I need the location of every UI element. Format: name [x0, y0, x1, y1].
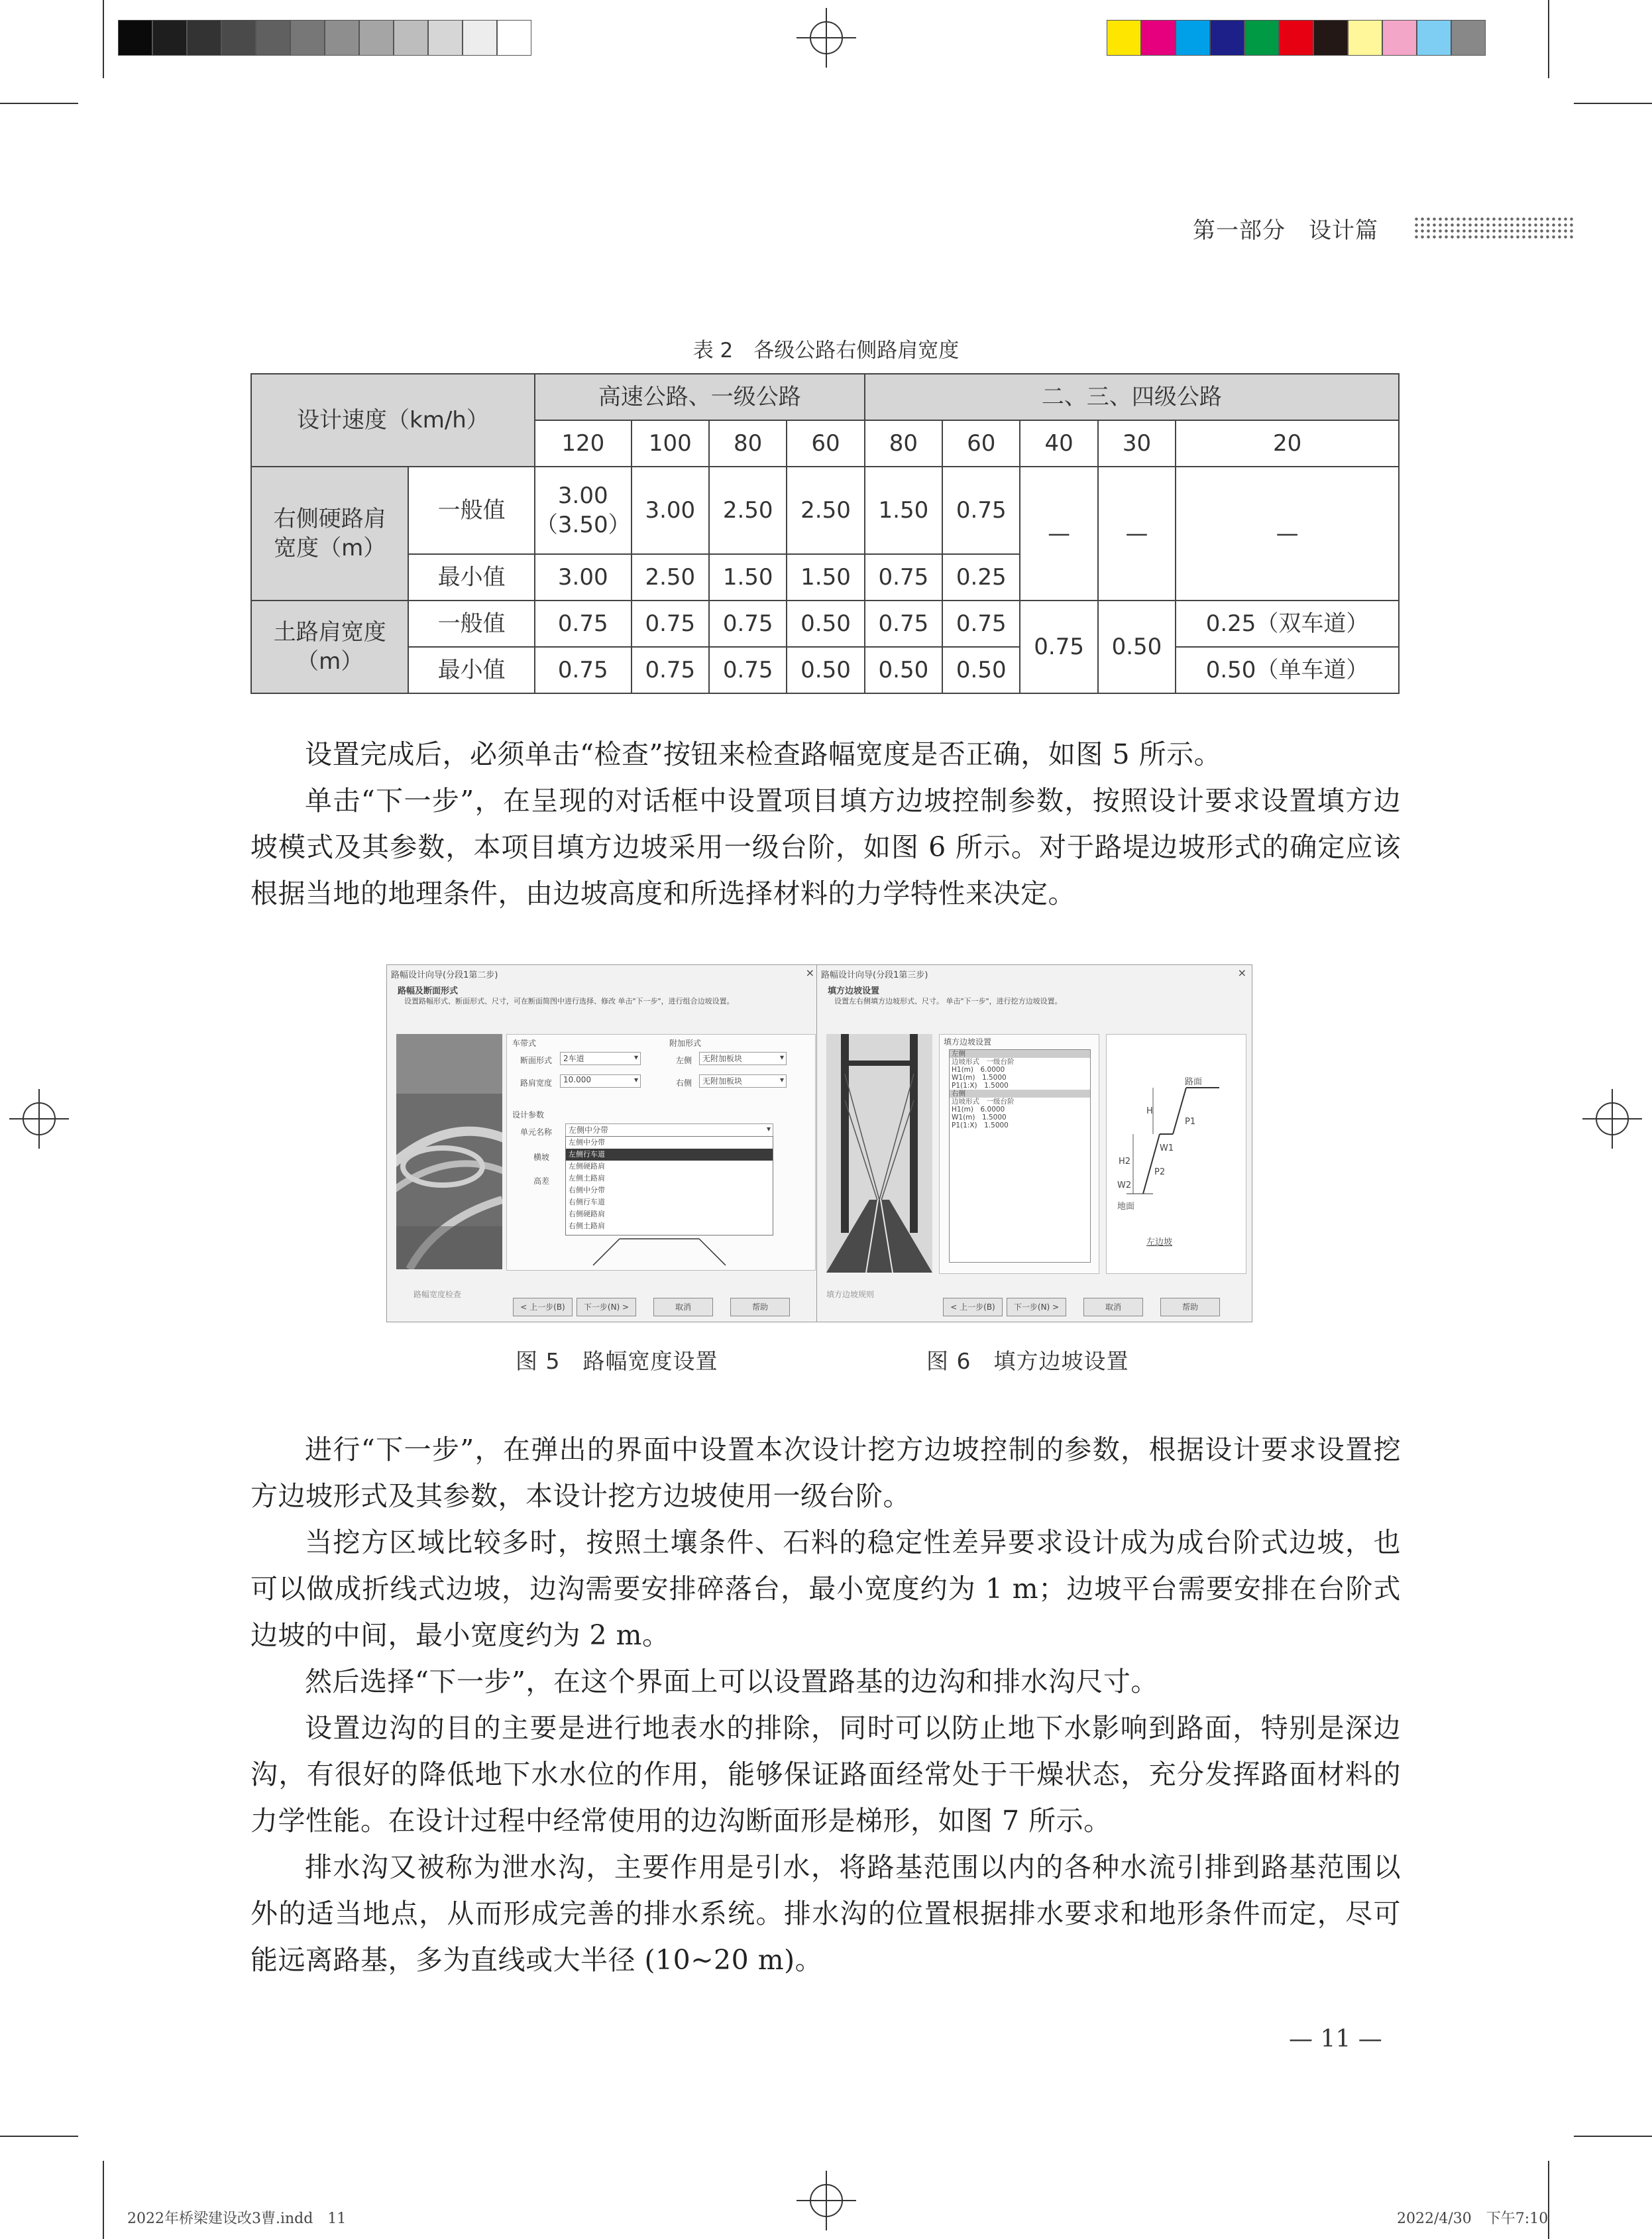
dialog-title: 路幅设计向导(分段1第二步)	[391, 970, 498, 980]
value-cell: 0.25	[942, 554, 1020, 601]
paragraph: 然后选择“下一步”，在这个界面上可以设置路基的边沟和排水沟尺寸。	[305, 1666, 1158, 1697]
next-button[interactable]: 下一步(N) >	[1007, 1298, 1066, 1316]
group-label: 填方边坡设置	[944, 1037, 992, 1047]
design-label: 路肩宽度	[520, 1078, 553, 1088]
list-item[interactable]: 边坡形式 一级台阶	[952, 1058, 1015, 1066]
speed-cell: 20	[1176, 420, 1399, 467]
color-swatch	[325, 20, 359, 56]
next-button[interactable]: 下一步(N) >	[577, 1298, 636, 1316]
list-item[interactable]: H1(m) 6.0000	[952, 1106, 1005, 1114]
form-panel	[506, 1034, 816, 1271]
group-header-lower: 二、三、四级公路	[865, 374, 1399, 420]
color-swatch	[152, 20, 187, 56]
hard-shoulder-label-text: 右侧硬路肩宽度（m）	[273, 505, 386, 561]
hard-shoulder-label	[251, 467, 408, 601]
color-swatch	[1417, 20, 1451, 56]
value-cell: 3.00	[535, 554, 632, 601]
fill-slope-list[interactable]	[949, 1049, 1091, 1263]
crop-mark	[1548, 2161, 1549, 2239]
paragraph: 设置边沟的目的主要是进行地表水的排除，同时可以防止地下水影响到路面，特别是深边沟，有很好的降低地下水水位的作用，能够保证路面经常处于干燥状态，充分发挥路面材料的力学性能。在设计过程中经常使用的边沟断面形是梯形，如图 7 所示。	[250, 1712, 1401, 1837]
list-item[interactable]: 右侧中分带	[569, 1186, 605, 1194]
value-cell: 3.00	[632, 467, 709, 554]
diagram-label: 左边坡	[1146, 1237, 1173, 1247]
color-swatch	[290, 20, 325, 56]
group-label: 车带式	[512, 1039, 537, 1048]
value-cell: 0.75	[632, 601, 709, 647]
value-text: （3.50）	[535, 512, 631, 538]
speed-cell: 60	[942, 420, 1020, 467]
soil-shoulder-label	[251, 601, 408, 693]
general-label: 一般值	[408, 467, 535, 554]
list-item[interactable]: 左侧行车道	[566, 1149, 773, 1161]
list-item[interactable]: 右侧硬路肩	[569, 1210, 605, 1218]
footer-date: 2022/4/30 下午7:10	[1397, 2210, 1549, 2227]
diagram-label: P2	[1154, 1167, 1166, 1177]
registration-mark-bottom	[797, 2171, 856, 2230]
color-swatch	[428, 20, 463, 56]
value-cell: —	[1020, 467, 1097, 601]
value-cell: 0.50	[787, 601, 864, 647]
header-dot-pattern	[1413, 216, 1574, 239]
color-swatch	[1279, 20, 1313, 56]
figure-6-caption: 图 6 填方边坡设置	[926, 1348, 1129, 1374]
section-label: 断面形式	[520, 1056, 553, 1065]
running-header: 第一部分 设计篇	[1193, 217, 1378, 244]
speed-cell: 60	[787, 420, 864, 467]
speed-cell: 40	[1020, 420, 1097, 467]
group-label: 设计参数	[512, 1110, 545, 1120]
dialog-subtitle: 路幅及断面形式	[398, 986, 459, 996]
value-cell: —	[1176, 467, 1399, 601]
general-label: 一般值	[408, 601, 535, 647]
color-swatch	[1210, 20, 1244, 56]
minimum-label: 最小值	[408, 647, 535, 693]
value-cell: 0.75	[709, 647, 787, 693]
speed-cell: 30	[1098, 420, 1176, 467]
speed-cell: 80	[709, 420, 787, 467]
figure-5-caption: 图 5 路幅宽度设置	[516, 1348, 718, 1374]
color-swatch	[1348, 20, 1382, 56]
chevron-down-icon: ▾	[633, 1053, 638, 1062]
color-swatch	[1244, 20, 1279, 56]
soil-shoulder-label-text: 土路肩宽度（m）	[273, 618, 386, 675]
design-select[interactable]	[560, 1074, 641, 1088]
value-cell: 0.75	[535, 601, 632, 647]
left-label: 左侧	[676, 1056, 692, 1065]
color-swatch	[1451, 20, 1486, 56]
shoulder-width-table	[250, 373, 1400, 694]
speed-cell: 100	[632, 420, 709, 467]
diagram-label: 地面	[1117, 1202, 1135, 1212]
list-item[interactable]: 边坡形式 一级台阶	[952, 1098, 1015, 1106]
value-cell: 0.75	[632, 647, 709, 693]
dialog-title: 路幅设计向导(分段1第三步)	[821, 970, 928, 980]
value-cell: 1.50	[787, 554, 864, 601]
value-cell: 0.50	[787, 647, 864, 693]
list-item[interactable]: 左侧土路肩	[569, 1174, 605, 1182]
crop-mark	[1574, 2136, 1652, 2137]
value-cell: 2.50	[632, 554, 709, 601]
help-button[interactable]: 帮助	[1160, 1298, 1220, 1316]
value-cell: 0.50	[942, 647, 1020, 693]
diagram-label: 路面	[1185, 1077, 1203, 1087]
value-cell: 0.50	[865, 647, 942, 693]
interchange-photo	[396, 1034, 502, 1269]
value-cell: 0.75	[865, 601, 942, 647]
paragraph: 单击“下一步”，在呈现的对话框中设置项目填方边坡控制参数，按照设计要求设置填方边坡模式及其参数，本项目填方边坡采用一级台阶，如图 6 所示。对于路堤边坡形式的确定应该根据当地的地理条件，由边坡高度和所选择材料的力学特性来决定。	[250, 785, 1401, 909]
color-swatch	[1107, 20, 1141, 56]
color-swatch	[1176, 20, 1210, 56]
paragraph: 排水沟又被称为泄水沟，主要作用是引水，将路基范围以内的各种水流引排到路基范围以外的适当地点，从而形成完善的排水系统。排水沟的位置根据排水要求和地形条件而定，尽可能远离路基，多为直线或大半径 (10~20 m)。	[250, 1851, 1401, 1976]
close-icon[interactable]: ×	[805, 966, 814, 979]
fill-slope-panel	[939, 1034, 1099, 1274]
left-select[interactable]	[699, 1052, 787, 1065]
speed-header: 设计速度（km/h）	[251, 374, 535, 467]
right-select-value: 无附加板块	[702, 1076, 743, 1086]
figure-6-fill-slope-dialog	[816, 964, 1252, 1322]
list-item[interactable]: 左侧中分带	[569, 1138, 605, 1147]
value-cell: 1.50	[865, 467, 942, 554]
value-cell: 2.50	[787, 467, 864, 554]
bridge-photo	[826, 1034, 932, 1273]
right-select[interactable]	[699, 1074, 787, 1088]
color-swatch	[497, 20, 531, 56]
value-cell: 0.25（双车道）	[1176, 601, 1399, 647]
value-cell: 2.50	[709, 467, 787, 554]
list-item[interactable]: 左侧硬路肩	[569, 1162, 605, 1171]
prev-button[interactable]: < 上一步(B)	[513, 1298, 573, 1316]
color-swatch	[187, 20, 221, 56]
dialog-description: 设置路幅形式、断面形式、尺寸，可在断面简图中进行选择、修改 单击"下一步"，进行组合边坡设置。	[404, 997, 734, 1005]
color-swatch	[1141, 20, 1176, 56]
crop-mark	[0, 103, 78, 104]
diagram-label: P1	[1185, 1117, 1196, 1127]
section-select-value: 2车道	[563, 1054, 584, 1063]
value-cell: 1.50	[709, 554, 787, 601]
color-swatch	[256, 20, 290, 56]
diagram-label: W1	[1160, 1143, 1174, 1153]
crop-mark	[103, 2161, 104, 2239]
slope-sketch	[1107, 1035, 1246, 1273]
crop-mark	[103, 0, 104, 78]
color-swatch	[359, 20, 394, 56]
section-sketch	[520, 1234, 805, 1267]
color-swatch	[1382, 20, 1417, 56]
crop-mark	[1574, 103, 1652, 104]
unit-dropdown-list[interactable]	[565, 1136, 773, 1235]
diagram-label: H	[1146, 1106, 1153, 1116]
width-label: 横坡	[533, 1153, 550, 1162]
slope-diagram	[1106, 1034, 1246, 1274]
list-item[interactable]: 左侧	[950, 1050, 1090, 1058]
value-cell: 0.75	[865, 554, 942, 601]
gray-color-bar	[118, 20, 531, 56]
value-cell: 0.50（单车道）	[1176, 647, 1399, 693]
value-cell	[535, 467, 632, 554]
paragraph: 进行“下一步”，在弹出的界面中设置本次设计挖方边坡控制的参数，根据设计要求设置挖方边坡形式及其参数，本设计挖方边坡使用一级台阶。	[250, 1434, 1401, 1512]
list-item[interactable]: H1(m) 6.0000	[952, 1066, 1005, 1074]
registration-mark-right	[1582, 1089, 1642, 1149]
close-icon[interactable]: ×	[1237, 966, 1246, 979]
unit-select[interactable]	[565, 1123, 773, 1137]
process-color-bar	[1107, 20, 1486, 56]
crop-mark	[0, 2136, 78, 2137]
paragraph: 当挖方区域比较多时，按照土壤条件、石料的稳定性差异要求设计成为成台阶式边坡，也可以做成折线式边坡，边沟需要安排碎落台，最小宽度约为 1 m；边坡平台需要安排在台阶式边坡的中间，最小宽度约为 2 m。	[250, 1526, 1401, 1651]
color-swatch	[118, 20, 152, 56]
value-text: 3.00	[557, 482, 608, 509]
speed-cell: 80	[865, 420, 942, 467]
left-select-value: 无附加板块	[702, 1054, 743, 1063]
value-cell: 0.75	[1020, 601, 1097, 693]
value-cell: 0.75	[942, 601, 1020, 647]
diagram-label: H2	[1119, 1157, 1131, 1167]
value-cell: —	[1098, 467, 1176, 601]
page-number: — 11 —	[1289, 2026, 1382, 2053]
color-swatch	[394, 20, 428, 56]
crop-mark	[1548, 0, 1549, 78]
help-button[interactable]: 帮助	[730, 1298, 790, 1316]
status-text: 填方边坡规则	[826, 1290, 875, 1299]
group-label: 附加形式	[669, 1039, 702, 1048]
speed-cell: 120	[535, 420, 632, 467]
value-cell: 0.75	[942, 467, 1020, 554]
list-item[interactable]: 右侧	[950, 1090, 1090, 1098]
group-header-highway: 高速公路、一级公路	[535, 374, 865, 420]
list-item[interactable]: W1(m) 1.5000	[952, 1114, 1007, 1121]
value-cell: 0.75	[535, 647, 632, 693]
color-swatch	[463, 20, 497, 56]
registration-mark-left	[9, 1089, 69, 1149]
value-cell: 0.75	[709, 601, 787, 647]
registration-mark-top	[797, 8, 856, 68]
cancel-button[interactable]: 取消	[653, 1298, 713, 1316]
color-swatch	[1313, 20, 1348, 56]
color-swatch	[221, 20, 256, 56]
list-item[interactable]: W1(m) 1.5000	[952, 1074, 1007, 1082]
status-text: 路幅宽度检查	[413, 1290, 462, 1299]
section-select[interactable]	[560, 1052, 641, 1065]
list-item[interactable]: 右侧行车道	[569, 1198, 605, 1206]
dialog-description: 设置左右侧填方边坡形式、尺寸。 单击"下一步"，进行挖方边坡设置。	[834, 997, 1062, 1005]
unit-select-value: 左侧中分带	[569, 1125, 609, 1135]
chevron-down-icon: ▾	[779, 1075, 784, 1084]
table-caption: 表 2 各级公路右侧路肩宽度	[692, 339, 960, 363]
slope-label: 高差	[533, 1177, 550, 1186]
figure-5-road-width-dialog	[386, 964, 820, 1322]
chevron-down-icon: ▾	[779, 1053, 784, 1062]
value-cell: 0.50	[1098, 601, 1176, 693]
chevron-down-icon: ▾	[633, 1075, 638, 1084]
chevron-down-icon: ▾	[766, 1124, 771, 1133]
unit-label: 单元名称	[520, 1127, 553, 1137]
design-select-value: 10.000	[563, 1075, 591, 1084]
footer-file-info: 2022年桥梁建设改3曹.indd 11	[127, 2210, 347, 2227]
prev-button[interactable]: < 上一步(B)	[943, 1298, 1003, 1316]
cancel-button[interactable]: 取消	[1083, 1298, 1143, 1316]
list-item[interactable]: P1(1:X) 1.5000	[952, 1121, 1009, 1129]
paragraph: 设置完成后，必须单击“检查”按钮来检查路幅宽度是否正确，如图 5 所示。	[305, 738, 1222, 770]
minimum-label: 最小值	[408, 554, 535, 601]
dialog-subtitle: 填方边坡设置	[828, 986, 880, 996]
diagram-label: W2	[1117, 1180, 1132, 1190]
list-item[interactable]: 右侧土路肩	[569, 1222, 605, 1230]
right-label: 右侧	[676, 1078, 692, 1088]
list-item[interactable]: P1(1:X) 1.5000	[952, 1082, 1009, 1090]
